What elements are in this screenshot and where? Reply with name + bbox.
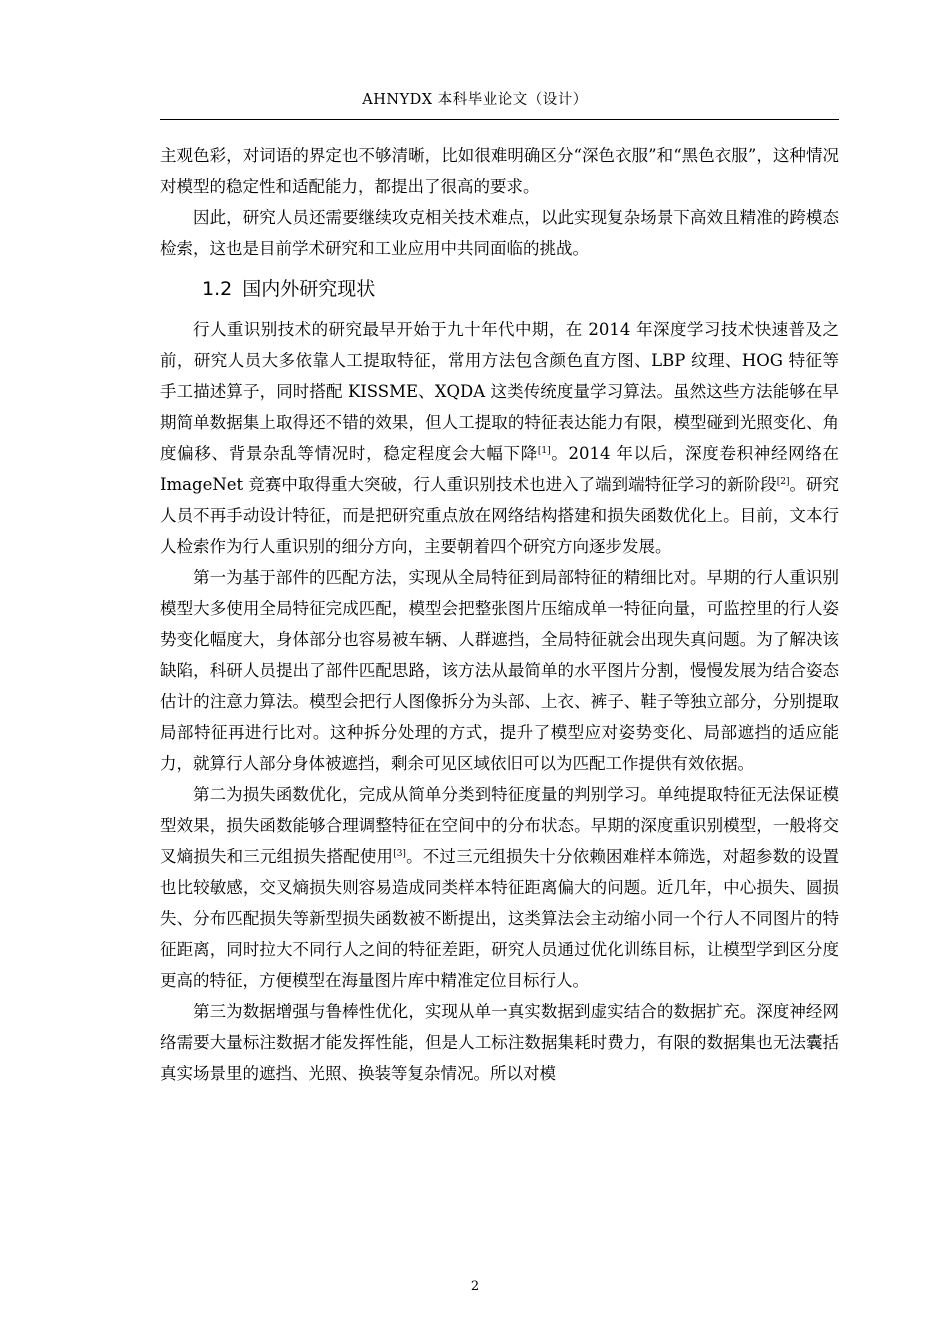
page-number: 2 bbox=[470, 1279, 480, 1294]
paragraph-part-matching: 第一为基于部件的匹配方法，实现从全局特征到局部特征的精细比对。早期的行人重识别模型大多使用全局特征完成匹配，模型会把整张图片压缩成单一特征向量，可监控里的行人姿势变化幅度大，身体部分也容易被车辆、人群遮挡，全局特征就会出现失真问题。为了解决该缺陷，科研人员提出了部件匹配思路，该方法从最简单的水平图片分割，慢慢发展为结合姿态估计的注意力算法。模型会把行人图像拆分为头部、上衣、裤子、鞋子等独立部分，分别提取局部特征再进行比对。这种拆分处理的方式，提升了模型应对姿势变化、局部遮挡的适应能力，就算行人部分身体被遮挡，剩余可见区域依旧可以为匹配工作提供有效依据。 bbox=[160, 568, 839, 773]
paragraph-continued: 主观色彩，对词语的界定也不够清晰，比如很难明确区分“深色衣服”和“黑色衣服”，这种情况对模型的稳定性和适配能力，都提出了很高的要求。 bbox=[160, 146, 839, 196]
citation-ref-2: [2] bbox=[776, 477, 790, 487]
citation-ref-3: [3] bbox=[393, 849, 406, 859]
page-header: AHNYDX 本科毕业论文（设计） bbox=[362, 92, 588, 108]
citation-ref-1: [1] bbox=[537, 446, 551, 456]
document-body bbox=[160, 140, 839, 1089]
paragraph-data-augmentation: 第三为数据增强与鲁棒性优化，实现从单一真实数据到虚实结合的数据扩充。深度神经网络需要大量标注数据才能发挥性能，但是人工标注数据集耗时费力，有限的数据集也无法囊括真实场景里的遮挡、光照、换装等复杂情况。所以对模 bbox=[160, 1002, 839, 1083]
header-rule bbox=[160, 119, 839, 120]
section-number: 1.2 bbox=[202, 278, 233, 300]
section-title: 国内外研究现状 bbox=[242, 278, 376, 300]
paragraph-history bbox=[160, 314, 839, 562]
text-run: 第二为损失函数优化，完成从简单分类到特征度量的判别学习。单纯提取特征无法保证模型效果，损失函数能够合理调整特征在空间中的分布状态。早期的深度重识别模型，一般将交叉熵损失和三元组损失搭配使用 bbox=[160, 785, 839, 866]
text-run: 。研究人员不再手动设计特征，而是把研究重点放在网络结构搭建和损失函数优化上。目前，文本行人检索作为行人重识别的细分方向，主要朝着四个研究方向逐步发展。 bbox=[160, 475, 840, 556]
paragraph-loss-function bbox=[160, 779, 839, 996]
paragraph-challenge: 因此，研究人员还需要继续攻克相关技术难点，以此实现复杂场景下高效且精准的跨模态检索，这也是目前学术研究和工业应用中共同面临的挑战。 bbox=[160, 208, 839, 258]
text-run: 。2014 年以后，深度卷积神经网络在 ImageNet 竞赛中取得重大突破，行人重识别技术也进入了端到端特征学习的新阶段 bbox=[160, 444, 839, 494]
section-heading bbox=[160, 264, 839, 314]
text-run: 行人重识别技术的研究最早开始于九十年代中期，在 2014 年深度学习技术快速普及之前，研究人员大多依靠人工提取特征，常用方法包含颜色直方图、LBP 纹理、HOG 特征等手工描述算子，同时搭配 KISSME、XQDA 这类传统度量学习算法。虽然这些方法能够在早期简单数据集上取得还不错的效果，但人工提取的特征表达能力有限，模型碰到光照变化、角度偏移、背景杂乱等情况时，稳定程度会大幅下降 bbox=[160, 320, 839, 463]
text-run: 。不过三元组损失十分依赖困难样本筛选，对超参数的设置也比较敏感，交叉熵损失则容易造成同类样本特征距离偏大的问题。近几年，中心损失、圆损失、分布匹配损失等新型损失函数被不断提出，这类算法会主动缩小同一个行人不同图片的特征距离，同时拉大不同行人之间的特征差距，研究人员通过优化训练目标，让模型学到区分度更高的特征，方便模型在海量图片库中精准定位目标行人。 bbox=[160, 847, 839, 990]
